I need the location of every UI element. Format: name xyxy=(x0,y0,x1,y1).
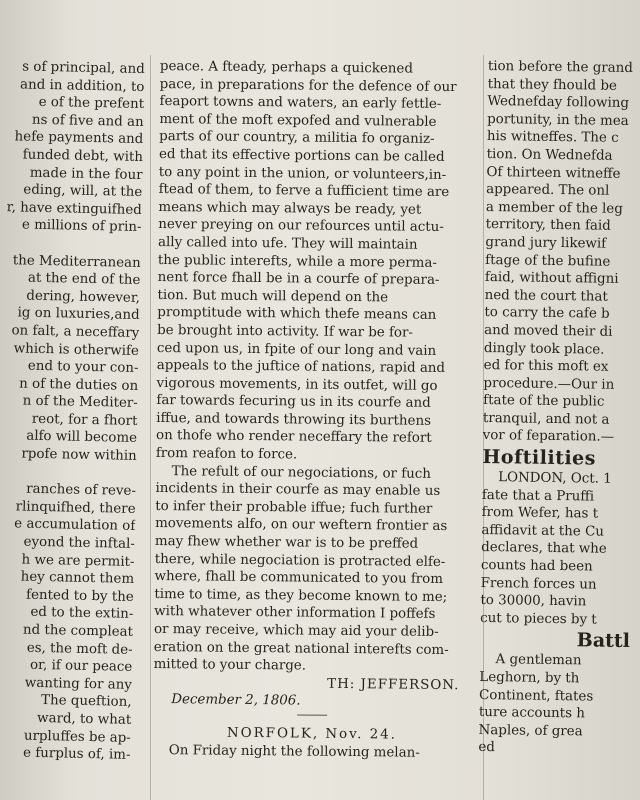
text-line: tranquil, and not a xyxy=(482,410,610,428)
center-column xyxy=(153,58,478,762)
text-line: appeared. The onl xyxy=(486,182,610,199)
text-line: peace. A fteady, perhaps a quickened xyxy=(159,58,414,77)
text-line: ftate of the public xyxy=(483,393,605,410)
left-column xyxy=(0,58,145,765)
text-line: or may receive, which may aid your delib- xyxy=(153,621,439,640)
text-line: which is otherwife xyxy=(13,340,140,359)
text-line: from reafon to force. xyxy=(155,446,298,463)
text-line: Of thirteen witneffe xyxy=(486,164,621,182)
text-line: promptitude with which thefe means can xyxy=(157,305,437,324)
text-line: n of the duties on xyxy=(19,376,139,394)
text-line: A gentleman xyxy=(495,652,582,669)
column-rule xyxy=(150,55,151,800)
section-heading: Battl xyxy=(576,629,631,653)
text-line: LONDON, Oct. 1 xyxy=(498,470,612,487)
text-line: rpofe now within xyxy=(21,446,137,465)
text-line: Leghorn, by th xyxy=(479,669,580,687)
text-line: ned the court that xyxy=(484,287,608,305)
text-line: nent force fhall be in a courfe of prepara- xyxy=(157,270,440,289)
text-line: reot, for a fhort xyxy=(31,411,138,429)
text-line: portunity, in the mea xyxy=(487,111,629,129)
text-line: French forces un xyxy=(480,575,597,593)
text-line: to any point in the union, or volunteers,in- xyxy=(158,164,447,183)
text-line: time to time, as they become known to me; xyxy=(154,586,448,605)
text-line: at the end of the xyxy=(27,270,141,289)
text-line: ally called into ufe. They will maintain xyxy=(157,234,418,253)
text-line: vigorous movements, in its outfet, will go xyxy=(156,375,438,394)
text-line: vor of feparation.— xyxy=(482,428,615,446)
text-line: a member of the leg xyxy=(485,199,623,217)
text-line: eration on the great national interefts com- xyxy=(153,639,449,658)
text-line: incidents in their courfe as may enable us xyxy=(155,481,441,500)
text-line: parts of our country, a militia fo organiz- xyxy=(159,129,435,148)
text-line: there, while negociation is protracted elfe- xyxy=(154,551,446,570)
text-line: ed that its effective portions can be called xyxy=(158,146,445,165)
article-first-line: On Friday night the following melan- xyxy=(168,742,420,761)
text-line: e of the prefent xyxy=(38,95,145,113)
text-line: ranches of reve- xyxy=(26,481,137,500)
right-column-text-b xyxy=(480,469,634,629)
dateline: NORFOLK, Nov. 24. xyxy=(226,725,398,743)
text-line: from Wefer, has t xyxy=(481,505,599,522)
text-line: ced upon us, in fpite of our long and vain xyxy=(156,340,437,359)
text-line: tion. On Wednefda xyxy=(486,146,613,164)
text-line: with whatever other information I poffefs xyxy=(154,604,436,623)
text-line: or, if our peace xyxy=(29,657,133,676)
text-line: fented to by the xyxy=(25,587,134,605)
right-column xyxy=(478,58,640,759)
text-line: feaport towns and waters, an early fettle- xyxy=(159,94,442,113)
text-line: The queftion, xyxy=(40,693,132,711)
section-divider xyxy=(297,714,327,723)
text-line: Wednefday following xyxy=(487,94,630,112)
text-line: Naples, of grea xyxy=(478,722,583,740)
text-line: iffue, and towards throwing its burthens xyxy=(156,410,432,429)
text-line: Continent, ftates xyxy=(479,687,594,705)
text-line: fate that a Pruffi xyxy=(481,487,595,505)
text-line: counts had been xyxy=(480,557,593,575)
text-line: and in addition, to xyxy=(19,77,145,95)
text-line: dingly took place. xyxy=(483,340,605,358)
text-line: faid, without affigni xyxy=(484,270,619,287)
text-line: ed xyxy=(478,740,495,756)
text-line: es, the moft de- xyxy=(26,640,133,658)
text-line: urpluffes be ap- xyxy=(23,728,131,746)
text-line: be brought into activity. If war be for- xyxy=(157,322,414,341)
text-line: to infer their probable iffue; fuch further xyxy=(155,498,433,517)
text-line: to carry the cafe b xyxy=(484,305,610,323)
text-line: where, fhall be communicated to you from xyxy=(154,569,444,588)
text-line: ture accounts h xyxy=(478,705,585,722)
text-line: appeals to the juftice of nations, rapid and xyxy=(156,358,446,377)
text-line: movements alfo, on our weftern frontier as xyxy=(155,516,448,535)
text-line: s of principal, and xyxy=(22,59,145,78)
text-line: mitted to your charge. xyxy=(153,657,307,674)
text-line: eyond the inftal- xyxy=(23,534,135,552)
text-line: ed for this moft ex xyxy=(483,358,609,375)
text-line: declares, that whe xyxy=(481,540,607,558)
text-line: alfo will become xyxy=(26,429,138,447)
text-line: to 30000, havin xyxy=(480,593,587,610)
text-line: ftead of them, to ferve a fufficient time are xyxy=(158,182,450,201)
text-line: hey cannot them xyxy=(20,569,135,588)
text-line: made in the four xyxy=(29,165,143,183)
text-line: the Mediterranean xyxy=(12,252,141,271)
text-line: on thofe who render neceffary the refort xyxy=(155,428,432,447)
text-line: e accumulation of xyxy=(14,516,136,535)
text-line: territory, then faid xyxy=(485,217,611,235)
text-line: rlinquifhed, there xyxy=(15,499,136,517)
text-line: hefe payments and xyxy=(14,129,144,148)
text-line: e millions of prin- xyxy=(21,217,142,236)
text-line: far towards fecuring us in its courfe and xyxy=(156,393,431,412)
text-line: tion before the grand xyxy=(487,58,634,77)
text-line: cut to pieces by t xyxy=(480,610,597,628)
text-line: that they fhould be xyxy=(487,76,617,94)
text-line: ns of five and an xyxy=(31,112,144,130)
text-line: and moved their di xyxy=(484,322,613,340)
text-line: on falt, a neceffary xyxy=(11,323,140,341)
text-line: may fhew whether war is to be preffed xyxy=(154,534,419,552)
right-column-text-a xyxy=(483,58,640,447)
right-column-text-c xyxy=(478,651,631,759)
text-line: ed to the extin- xyxy=(30,605,134,623)
text-line: The refult of our negociations, or fuch xyxy=(171,463,432,482)
text-line: end to your con- xyxy=(27,358,139,377)
text-line: dering, however, xyxy=(26,288,141,306)
text-line: procedure.—Our in xyxy=(483,375,615,393)
text-line: affidavit at the Cu xyxy=(481,522,604,540)
text-line: his witneffes. The c xyxy=(486,129,619,147)
text-line: ftage of the bufine xyxy=(485,252,611,270)
text-line: ment of the moft expofed and vulnerable xyxy=(159,111,437,130)
section-heading: Hoftilities xyxy=(482,446,597,470)
text-line: ig on luxuries,and xyxy=(17,305,140,324)
text-line: wanting for any xyxy=(24,675,133,693)
text-line: nd the compleat xyxy=(22,622,134,640)
text-line: ward, to what xyxy=(36,710,132,728)
text-line: means which may always be ready, yet xyxy=(158,199,422,218)
text-line: never preying on our refources until actu- xyxy=(158,217,444,236)
text-line: funded debt, with xyxy=(22,147,144,165)
text-line: grand jury likewif xyxy=(485,234,607,252)
text-line: the public interefts, while a more perma- xyxy=(157,252,438,271)
text-line: pace, in preparations for the defence of our xyxy=(159,76,457,95)
text-line: r, have extinguifhed xyxy=(6,199,142,218)
letter-date: December 2, 1806. xyxy=(171,692,301,709)
text-line: n of the Mediter- xyxy=(22,393,138,412)
text-line: tion. But much will depend on the xyxy=(157,287,389,306)
center-column-text xyxy=(154,58,478,677)
text-line: h we are permit- xyxy=(21,552,135,570)
signature: TH: JEFFERSON. xyxy=(327,676,460,693)
text-line: e furplus of, im- xyxy=(22,745,131,764)
text-line: eding, will, at the xyxy=(23,182,143,201)
